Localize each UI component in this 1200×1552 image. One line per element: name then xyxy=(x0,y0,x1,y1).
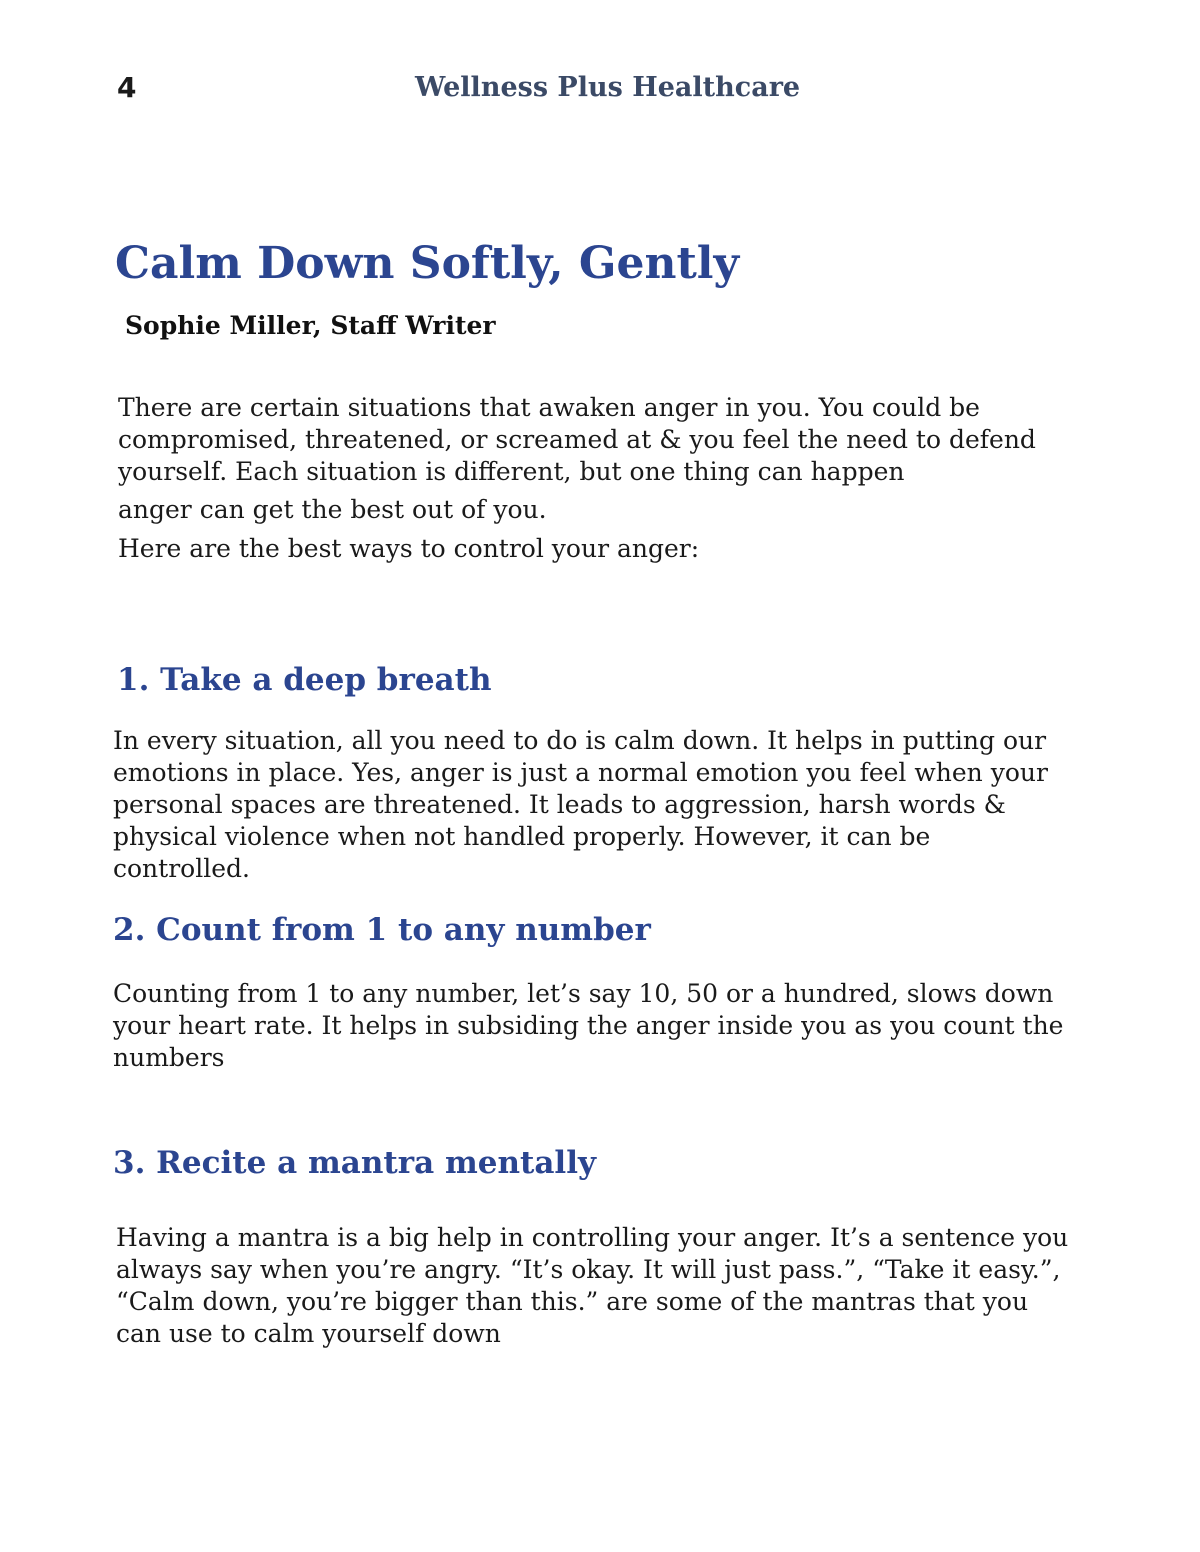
section-heading: 2. Count from 1 to any number xyxy=(113,912,651,948)
article-title: Calm Down Softly, Gently xyxy=(115,238,740,289)
intro-paragraph: anger can get the best out of you. xyxy=(118,495,547,524)
intro-paragraph: There are certain situations that awaken anger in you. You could be compromised, threatened, or screamed at & you feel the need to defend yourself. Each situation is different, but one thing can happen xyxy=(118,393,1036,486)
section-heading: 3. Recite a mantra mentally xyxy=(113,1145,596,1181)
section-body: Counting from 1 to any number, let’s say 10, 50 or a hundred, slows down your heart rate. It helps in subsiding the anger inside you as you count the numbers xyxy=(113,979,1064,1072)
brand-name: Wellness Plus Healthcare xyxy=(415,72,801,103)
section-body: Having a mantra is a big help in controlling your anger. It’s a sentence you always say when you’re angry. “It’s okay. It will just pass.”, “Take it easy.”, “Calm down, you’re bigger than this.” are some of the mantras that you can use to calm yourself down xyxy=(116,1223,1069,1348)
byline: Sophie Miller, Staff Writer xyxy=(125,311,496,340)
intro-paragraph: Here are the best ways to control your anger: xyxy=(118,534,700,563)
section-body: In every situation, all you need to do is calm down. It helps in putting our emotions in place. Yes, anger is just a normal emotion you feel when your personal spaces are threatened. It leads to aggression, harsh words & physical violence when not handled properly. However, it can be controlled. xyxy=(113,726,1048,883)
page-number: 4 xyxy=(117,71,137,104)
section-heading: 1. Take a deep breath xyxy=(117,662,492,698)
